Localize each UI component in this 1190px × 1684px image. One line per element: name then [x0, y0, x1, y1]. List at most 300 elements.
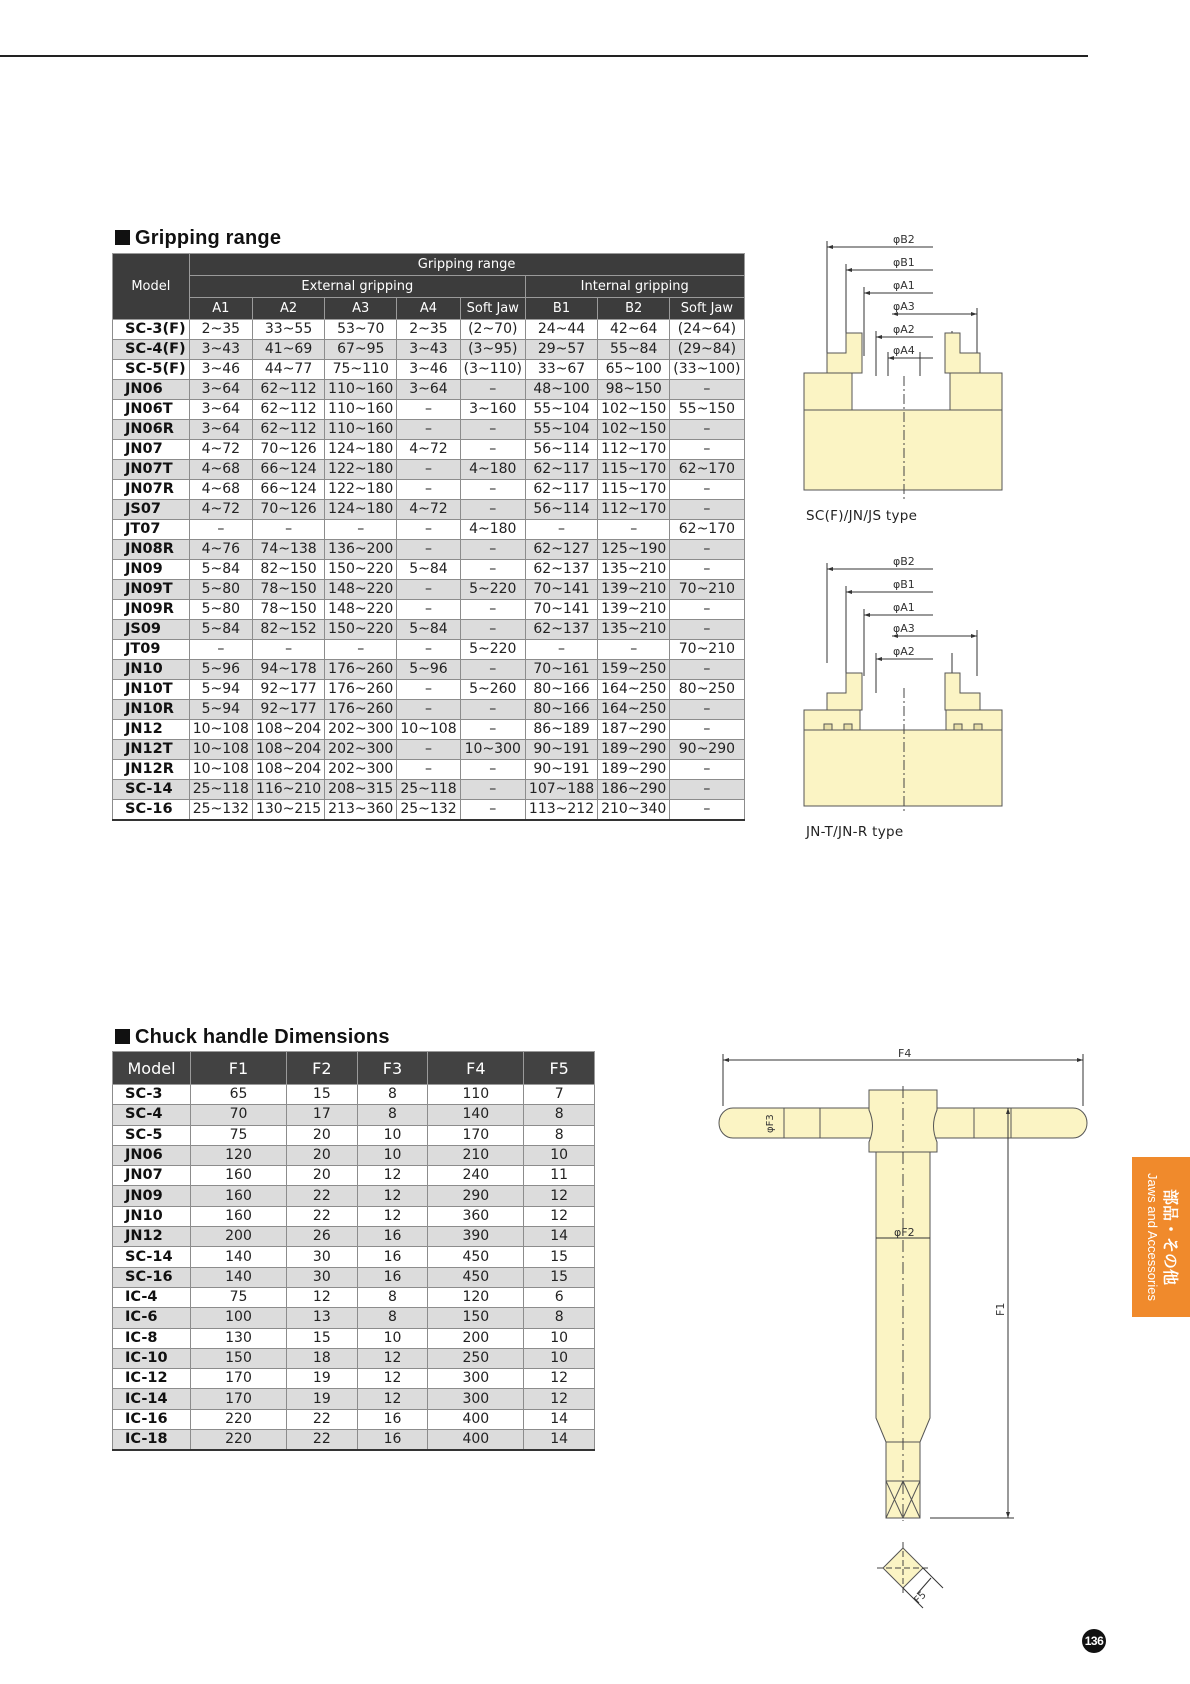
value-cell: 108~204 [252, 760, 324, 780]
value-cell: 12 [524, 1186, 595, 1206]
value-cell: 135~210 [598, 620, 670, 640]
value-cell: 176~260 [325, 680, 397, 700]
label-f1: F1 [994, 1302, 1007, 1316]
side-tab-jp: 部品・その他 [1161, 1188, 1180, 1285]
table-row [113, 1328, 595, 1348]
value-cell: 53~70 [325, 320, 397, 340]
value-cell: – [397, 460, 460, 480]
value-cell: – [460, 600, 525, 620]
value-cell: – [670, 620, 744, 640]
label-b2: φB2 [893, 555, 915, 568]
value-cell: (3~95) [460, 340, 525, 360]
col-f1: F1 [191, 1052, 287, 1085]
table-row [113, 660, 745, 680]
value-cell: 20 [287, 1166, 358, 1186]
value-cell: 140 [428, 1105, 524, 1125]
value-cell: 82~150 [252, 560, 324, 580]
chuck-handle-title: Chuck handle Dimensions [135, 1026, 390, 1048]
value-cell: 10~108 [189, 740, 252, 760]
label-b2: φB2 [893, 233, 915, 246]
value-cell: 115~170 [598, 460, 670, 480]
value-cell: 210~340 [598, 800, 670, 821]
value-cell: – [397, 640, 460, 660]
value-cell: 33~67 [525, 360, 597, 380]
value-cell: 148~220 [325, 600, 397, 620]
model-cell: JN12 [113, 1227, 191, 1247]
value-cell: – [460, 660, 525, 680]
value-cell: 400 [428, 1409, 524, 1429]
value-cell: 12 [357, 1206, 428, 1226]
value-cell: 5~84 [189, 620, 252, 640]
value-cell: 8 [357, 1105, 428, 1125]
value-cell: 20 [287, 1145, 358, 1165]
value-cell: 78~150 [252, 580, 324, 600]
model-cell: JN09 [113, 1186, 191, 1206]
value-cell: 4~180 [460, 520, 525, 540]
value-cell: 62~112 [252, 420, 324, 440]
value-cell: 29~57 [525, 340, 597, 360]
table-row [113, 500, 745, 520]
model-cell: JN09R [113, 600, 190, 620]
table-row [113, 1348, 595, 1368]
value-cell: 164~250 [598, 700, 670, 720]
value-cell: 12 [287, 1287, 358, 1307]
value-cell: – [460, 720, 525, 740]
value-cell: – [397, 600, 460, 620]
table-row [113, 1085, 595, 1105]
value-cell: – [397, 700, 460, 720]
col-sub-2: A3 [325, 298, 397, 320]
value-cell: 220 [191, 1409, 287, 1429]
value-cell: 400 [428, 1430, 524, 1451]
table-row [113, 760, 745, 780]
value-cell: 56~114 [525, 440, 597, 460]
value-cell: 135~210 [598, 560, 670, 580]
value-cell: 4~68 [189, 480, 252, 500]
value-cell: 150~220 [325, 620, 397, 640]
model-cell: JN09T [113, 580, 190, 600]
value-cell: 4~68 [189, 460, 252, 480]
value-cell: 5~94 [189, 680, 252, 700]
model-cell: JT09 [113, 640, 190, 660]
value-cell: 130~215 [252, 800, 324, 821]
top-rule [0, 55, 1088, 57]
table-row [113, 740, 745, 760]
value-cell: – [189, 520, 252, 540]
value-cell: 26 [287, 1227, 358, 1247]
model-cell: SC-5(F) [113, 360, 190, 380]
col-f5: F5 [524, 1052, 595, 1085]
value-cell: 12 [357, 1166, 428, 1186]
table-row [113, 540, 745, 560]
value-cell: – [598, 520, 670, 540]
value-cell: 140 [191, 1267, 287, 1287]
value-cell: 3~64 [189, 420, 252, 440]
col-gripping-range: Gripping range [189, 254, 744, 276]
value-cell: – [252, 640, 324, 660]
table-row [113, 440, 745, 460]
value-cell: 55~104 [525, 420, 597, 440]
model-cell: IC-6 [113, 1308, 191, 1328]
value-cell: – [670, 600, 744, 620]
value-cell: 160 [191, 1206, 287, 1226]
value-cell: 116~210 [252, 780, 324, 800]
value-cell: 42~64 [598, 320, 670, 340]
heading-bullet [115, 230, 130, 245]
value-cell: – [460, 380, 525, 400]
table-row [113, 640, 745, 660]
value-cell: 70 [191, 1105, 287, 1125]
model-cell: SC-16 [113, 1267, 191, 1287]
value-cell: 140 [191, 1247, 287, 1267]
model-cell: IC-18 [113, 1430, 191, 1451]
value-cell: – [460, 700, 525, 720]
model-cell: JN10 [113, 660, 190, 680]
table-row [113, 320, 745, 340]
table-row [113, 1186, 595, 1206]
value-cell: (33~100) [670, 360, 744, 380]
value-cell: – [397, 520, 460, 540]
value-cell: 78~150 [252, 600, 324, 620]
label-f2: φF2 [894, 1226, 915, 1239]
value-cell: – [460, 560, 525, 580]
value-cell: 10~108 [189, 760, 252, 780]
model-cell: JN12T [113, 740, 190, 760]
value-cell: 8 [524, 1125, 595, 1145]
value-cell: 13 [287, 1308, 358, 1328]
value-cell: 11 [524, 1166, 595, 1186]
value-cell: 24~44 [525, 320, 597, 340]
value-cell: 139~210 [598, 600, 670, 620]
model-cell: JN09 [113, 560, 190, 580]
value-cell: 70~210 [670, 580, 744, 600]
model-cell: JS07 [113, 500, 190, 520]
value-cell: – [189, 640, 252, 660]
value-cell: 92~177 [252, 680, 324, 700]
model-cell: SC-5 [113, 1125, 191, 1145]
value-cell: 92~177 [252, 700, 324, 720]
side-tab-text [1143, 1173, 1179, 1301]
value-cell: 170 [191, 1369, 287, 1389]
label-a2: φA2 [893, 645, 915, 658]
chuck-handle-diagram [718, 1046, 1098, 1646]
value-cell: 3~64 [397, 380, 460, 400]
value-cell: 41~69 [252, 340, 324, 360]
value-cell: – [397, 480, 460, 500]
table-row [113, 800, 745, 821]
value-cell: 4~180 [460, 460, 525, 480]
value-cell: 65 [191, 1085, 287, 1105]
value-cell: 5~80 [189, 580, 252, 600]
value-cell: 18 [287, 1348, 358, 1368]
value-cell: 10~108 [397, 720, 460, 740]
side-tab-en: Jaws and Accessories [1145, 1173, 1160, 1301]
value-cell: 14 [524, 1227, 595, 1247]
value-cell: 124~180 [325, 500, 397, 520]
value-cell: 150 [428, 1308, 524, 1328]
value-cell: 14 [524, 1430, 595, 1451]
value-cell: 102~150 [598, 400, 670, 420]
value-cell: 12 [524, 1389, 595, 1409]
value-cell: – [670, 720, 744, 740]
value-cell: 200 [428, 1328, 524, 1348]
value-cell: 160 [191, 1166, 287, 1186]
value-cell: 2~35 [397, 320, 460, 340]
value-cell: 90~191 [525, 760, 597, 780]
model-cell: JS09 [113, 620, 190, 640]
value-cell: 55~104 [525, 400, 597, 420]
model-cell: JN10 [113, 1206, 191, 1226]
value-cell: 15 [287, 1328, 358, 1348]
value-cell: 10~300 [460, 740, 525, 760]
value-cell: 82~152 [252, 620, 324, 640]
value-cell: 70~210 [670, 640, 744, 660]
value-cell: – [460, 440, 525, 460]
diagram-top-caption: SC(F)/JN/JS type [806, 508, 918, 524]
value-cell: 86~189 [525, 720, 597, 740]
value-cell: 189~290 [598, 760, 670, 780]
value-cell: (2~70) [460, 320, 525, 340]
value-cell: 110~160 [325, 420, 397, 440]
value-cell: – [670, 780, 744, 800]
model-cell: IC-14 [113, 1389, 191, 1409]
value-cell: – [670, 440, 744, 460]
value-cell: 25~132 [189, 800, 252, 821]
value-cell: 20 [287, 1125, 358, 1145]
value-cell: 240 [428, 1166, 524, 1186]
value-cell: 19 [287, 1369, 358, 1389]
value-cell: 3~43 [189, 340, 252, 360]
value-cell: 213~360 [325, 800, 397, 821]
label-a4: φA4 [893, 344, 915, 357]
value-cell: 3~160 [460, 400, 525, 420]
table-row [113, 1166, 595, 1186]
col-sub-3: A4 [397, 298, 460, 320]
table-row [113, 1105, 595, 1125]
table-row [113, 700, 745, 720]
value-cell: 80~166 [525, 680, 597, 700]
value-cell: – [670, 480, 744, 500]
value-cell: – [460, 540, 525, 560]
value-cell: 12 [357, 1348, 428, 1368]
chuck-handle-heading [115, 1026, 390, 1049]
table-row [113, 1287, 595, 1307]
value-cell: 74~138 [252, 540, 324, 560]
value-cell: 16 [357, 1227, 428, 1247]
value-cell: 2~35 [189, 320, 252, 340]
table-row [113, 1369, 595, 1389]
value-cell: 48~100 [525, 380, 597, 400]
gripping-range-title: Gripping range [135, 227, 282, 249]
table-row [113, 1206, 595, 1226]
model-cell: JN06R [113, 420, 190, 440]
value-cell: 75~110 [325, 360, 397, 380]
model-cell: IC-10 [113, 1348, 191, 1368]
value-cell: 450 [428, 1247, 524, 1267]
label-f4: F4 [898, 1047, 912, 1060]
value-cell: 10~108 [189, 720, 252, 740]
col-sub-0: A1 [189, 298, 252, 320]
value-cell: 4~72 [189, 500, 252, 520]
value-cell: (24~64) [670, 320, 744, 340]
model-cell: JN07 [113, 440, 190, 460]
value-cell: 112~170 [598, 440, 670, 460]
value-cell: 390 [428, 1227, 524, 1247]
col-external-gripping: External gripping [189, 276, 525, 298]
value-cell: – [325, 520, 397, 540]
value-cell: 148~220 [325, 580, 397, 600]
value-cell: 12 [357, 1186, 428, 1206]
table-row [113, 400, 745, 420]
value-cell: 62~117 [525, 460, 597, 480]
model-cell: SC-3(F) [113, 320, 190, 340]
value-cell: 12 [357, 1389, 428, 1409]
model-cell: JT07 [113, 520, 190, 540]
value-cell: – [525, 520, 597, 540]
model-cell: IC-16 [113, 1409, 191, 1429]
value-cell: 10 [357, 1145, 428, 1165]
value-cell: 55~84 [598, 340, 670, 360]
label-a3: φA3 [893, 622, 915, 635]
value-cell: – [397, 760, 460, 780]
value-cell: 10 [524, 1348, 595, 1368]
table-row [113, 1389, 595, 1409]
value-cell: 17 [287, 1105, 358, 1125]
value-cell: 124~180 [325, 440, 397, 460]
value-cell: 25~118 [397, 780, 460, 800]
value-cell: 110 [428, 1085, 524, 1105]
value-cell: 3~64 [189, 380, 252, 400]
value-cell: – [670, 560, 744, 580]
label-b1: φB1 [893, 256, 915, 269]
value-cell: 107~188 [525, 780, 597, 800]
value-cell: 10 [524, 1145, 595, 1165]
value-cell: 210 [428, 1145, 524, 1165]
value-cell: 80~166 [525, 700, 597, 720]
label-a1: φA1 [893, 279, 915, 292]
value-cell: 8 [357, 1308, 428, 1328]
value-cell: 25~118 [189, 780, 252, 800]
value-cell: 5~96 [189, 660, 252, 680]
value-cell: 164~250 [598, 680, 670, 700]
value-cell: – [397, 540, 460, 560]
model-cell: JN07R [113, 480, 190, 500]
value-cell: 208~315 [325, 780, 397, 800]
value-cell: 5~84 [397, 620, 460, 640]
value-cell: 22 [287, 1409, 358, 1429]
value-cell: 4~76 [189, 540, 252, 560]
model-cell: JN10T [113, 680, 190, 700]
model-cell: SC-14 [113, 1247, 191, 1267]
model-cell: JN10R [113, 700, 190, 720]
value-cell: 115~170 [598, 480, 670, 500]
value-cell: – [460, 500, 525, 520]
table-row [113, 580, 745, 600]
value-cell: – [670, 660, 744, 680]
model-cell: SC-3 [113, 1085, 191, 1105]
model-cell: JN06T [113, 400, 190, 420]
table-row [113, 1125, 595, 1145]
table-row [113, 1247, 595, 1267]
value-cell: 8 [524, 1105, 595, 1125]
value-cell: 290 [428, 1186, 524, 1206]
value-cell: 450 [428, 1267, 524, 1287]
value-cell: 3~46 [189, 360, 252, 380]
value-cell: 6 [524, 1287, 595, 1307]
value-cell: 5~80 [189, 600, 252, 620]
value-cell: 4~72 [397, 500, 460, 520]
col-sub-6: B2 [598, 298, 670, 320]
value-cell: 30 [287, 1247, 358, 1267]
model-cell: IC-8 [113, 1328, 191, 1348]
table-row [113, 1430, 595, 1451]
value-cell: 3~46 [397, 360, 460, 380]
value-cell: – [325, 640, 397, 660]
value-cell: 90~290 [670, 740, 744, 760]
value-cell: 62~170 [670, 460, 744, 480]
value-cell: – [397, 580, 460, 600]
value-cell: – [397, 680, 460, 700]
value-cell: 3~43 [397, 340, 460, 360]
value-cell: 250 [428, 1348, 524, 1368]
value-cell: 10 [357, 1125, 428, 1145]
value-cell: 7 [524, 1085, 595, 1105]
value-cell: 70~141 [525, 580, 597, 600]
value-cell: – [397, 420, 460, 440]
value-cell: 202~300 [325, 740, 397, 760]
value-cell: 62~137 [525, 560, 597, 580]
gripping-range-heading [115, 227, 281, 250]
value-cell: 65~100 [598, 360, 670, 380]
col-sub-7: Soft Jaw [670, 298, 744, 320]
value-cell: 66~124 [252, 460, 324, 480]
value-cell: 12 [524, 1369, 595, 1389]
value-cell: 8 [357, 1287, 428, 1307]
value-cell: 62~170 [670, 520, 744, 540]
value-cell: 8 [524, 1308, 595, 1328]
value-cell: – [670, 420, 744, 440]
table-row [113, 340, 745, 360]
model-cell: IC-12 [113, 1369, 191, 1389]
value-cell: 170 [428, 1125, 524, 1145]
value-cell: 44~77 [252, 360, 324, 380]
value-cell: 120 [428, 1287, 524, 1307]
model-cell: JN06 [113, 1145, 191, 1165]
value-cell: – [670, 700, 744, 720]
value-cell: 5~94 [189, 700, 252, 720]
value-cell: 4~72 [397, 440, 460, 460]
value-cell: 94~178 [252, 660, 324, 680]
value-cell: 16 [357, 1247, 428, 1267]
value-cell: 10 [524, 1328, 595, 1348]
value-cell: 176~260 [325, 700, 397, 720]
table-row [113, 480, 745, 500]
value-cell: – [670, 760, 744, 780]
value-cell: 187~290 [598, 720, 670, 740]
value-cell: 30 [287, 1267, 358, 1287]
label-b1: φB1 [893, 578, 915, 591]
value-cell: 300 [428, 1369, 524, 1389]
value-cell: 136~200 [325, 540, 397, 560]
value-cell: 5~84 [189, 560, 252, 580]
value-cell: 25~132 [397, 800, 460, 821]
value-cell: 62~127 [525, 540, 597, 560]
jn-t-jn-r-jaw-diagram [800, 548, 1010, 822]
value-cell: 10 [357, 1328, 428, 1348]
value-cell: 62~137 [525, 620, 597, 640]
value-cell: 108~204 [252, 720, 324, 740]
table-row [113, 420, 745, 440]
